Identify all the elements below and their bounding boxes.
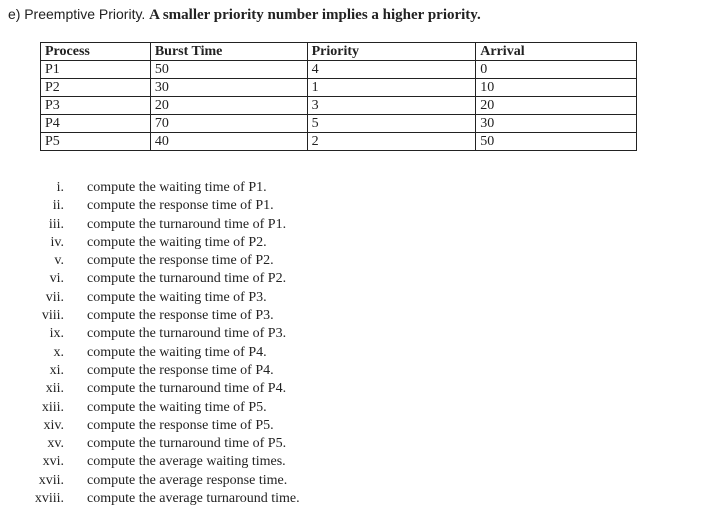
cell-process: P3 bbox=[41, 97, 151, 115]
task-list bbox=[20, 179, 300, 508]
item-text: compute the average response time. bbox=[87, 472, 288, 488]
item-text: compute the turnaround time of P1. bbox=[87, 216, 287, 232]
item-number: viii. bbox=[41, 308, 64, 324]
item-number: ix. bbox=[49, 326, 64, 342]
cell-priority: 1 bbox=[307, 79, 476, 97]
item-text: compute the response time of P3. bbox=[87, 308, 274, 324]
header-burst-time: Burst Time bbox=[150, 43, 307, 61]
table-row bbox=[41, 79, 637, 97]
list-item bbox=[20, 344, 267, 362]
cell-process: P1 bbox=[41, 61, 151, 79]
list-item bbox=[20, 380, 287, 398]
cell-burst-time: 30 bbox=[150, 79, 307, 97]
item-text: compute the turnaround time of P4. bbox=[87, 381, 287, 397]
item-text: compute the response time of P2. bbox=[87, 253, 274, 269]
list-item bbox=[20, 453, 286, 471]
list-item bbox=[20, 252, 274, 270]
item-number: xvi. bbox=[42, 454, 64, 470]
header-arrival: Arrival bbox=[476, 43, 637, 61]
item-number: xiv. bbox=[43, 417, 64, 433]
cell-priority: 2 bbox=[307, 133, 476, 151]
item-text: compute the response time of P4. bbox=[87, 362, 274, 378]
cell-burst-time: 40 bbox=[150, 133, 307, 151]
list-item bbox=[20, 270, 287, 288]
table-row bbox=[41, 61, 637, 79]
list-item bbox=[20, 216, 287, 234]
list-item bbox=[20, 234, 267, 252]
question-topic: Preemptive Priority. bbox=[24, 6, 146, 22]
question-rule: A smaller priority number implies a higher priority. bbox=[149, 7, 481, 23]
question-label: e) bbox=[8, 6, 21, 22]
cell-burst-time: 50 bbox=[150, 61, 307, 79]
list-item bbox=[20, 197, 274, 215]
cell-arrival: 20 bbox=[476, 97, 637, 115]
item-text: compute the average waiting times. bbox=[87, 454, 286, 470]
cell-process: P4 bbox=[41, 115, 151, 133]
item-number: xii. bbox=[45, 381, 64, 397]
cell-arrival: 0 bbox=[476, 61, 637, 79]
item-text: compute the average turnaround time. bbox=[87, 491, 300, 507]
cell-priority: 4 bbox=[307, 61, 476, 79]
item-number: xvii. bbox=[38, 472, 64, 488]
process-table bbox=[40, 42, 637, 151]
item-text: compute the response time of P5. bbox=[87, 417, 274, 433]
cell-burst-time: 70 bbox=[150, 115, 307, 133]
item-text: compute the turnaround time of P5. bbox=[87, 436, 287, 452]
item-text: compute the waiting time of P3. bbox=[87, 289, 267, 305]
list-item bbox=[20, 362, 274, 380]
list-item bbox=[20, 435, 287, 453]
cell-priority: 5 bbox=[307, 115, 476, 133]
item-text: compute the waiting time of P1. bbox=[87, 180, 267, 195]
cell-arrival: 30 bbox=[476, 115, 637, 133]
table-row bbox=[41, 115, 637, 133]
header-priority: Priority bbox=[307, 43, 476, 61]
item-number: xv. bbox=[47, 436, 64, 452]
item-number: xviii. bbox=[34, 491, 64, 507]
item-number: xiii. bbox=[41, 399, 64, 415]
table-header-row bbox=[41, 43, 637, 61]
list-item bbox=[20, 417, 274, 435]
item-text: compute the waiting time of P4. bbox=[87, 344, 267, 360]
item-number: xi. bbox=[49, 362, 64, 378]
item-number: iii. bbox=[48, 216, 64, 232]
list-item bbox=[20, 472, 288, 490]
cell-burst-time: 20 bbox=[150, 97, 307, 115]
item-number: vii. bbox=[45, 289, 64, 305]
item-number: x. bbox=[53, 344, 64, 360]
list-item bbox=[20, 490, 300, 508]
list-item bbox=[20, 325, 287, 343]
header-process: Process bbox=[41, 43, 151, 61]
item-text: compute the turnaround time of P2. bbox=[87, 271, 287, 287]
table-row bbox=[41, 133, 637, 151]
item-number: v. bbox=[54, 253, 64, 269]
cell-process: P2 bbox=[41, 79, 151, 97]
cell-process: P5 bbox=[41, 133, 151, 151]
cell-priority: 3 bbox=[307, 97, 476, 115]
table-row bbox=[41, 97, 637, 115]
list-item bbox=[20, 179, 267, 197]
list-item bbox=[20, 289, 267, 307]
item-text: compute the waiting time of P5. bbox=[87, 399, 267, 415]
item-number: vi. bbox=[49, 271, 64, 287]
list-item bbox=[20, 399, 267, 417]
item-number: i. bbox=[56, 180, 64, 195]
item-number: iv. bbox=[50, 234, 64, 250]
item-number: ii. bbox=[52, 198, 64, 214]
cell-arrival: 10 bbox=[476, 79, 637, 97]
item-text: compute the turnaround time of P3. bbox=[87, 326, 287, 342]
list-item bbox=[20, 307, 274, 325]
question-heading bbox=[8, 4, 481, 25]
item-text: compute the waiting time of P2. bbox=[87, 234, 267, 250]
cell-arrival: 50 bbox=[476, 133, 637, 151]
item-text: compute the response time of P1. bbox=[87, 198, 274, 214]
